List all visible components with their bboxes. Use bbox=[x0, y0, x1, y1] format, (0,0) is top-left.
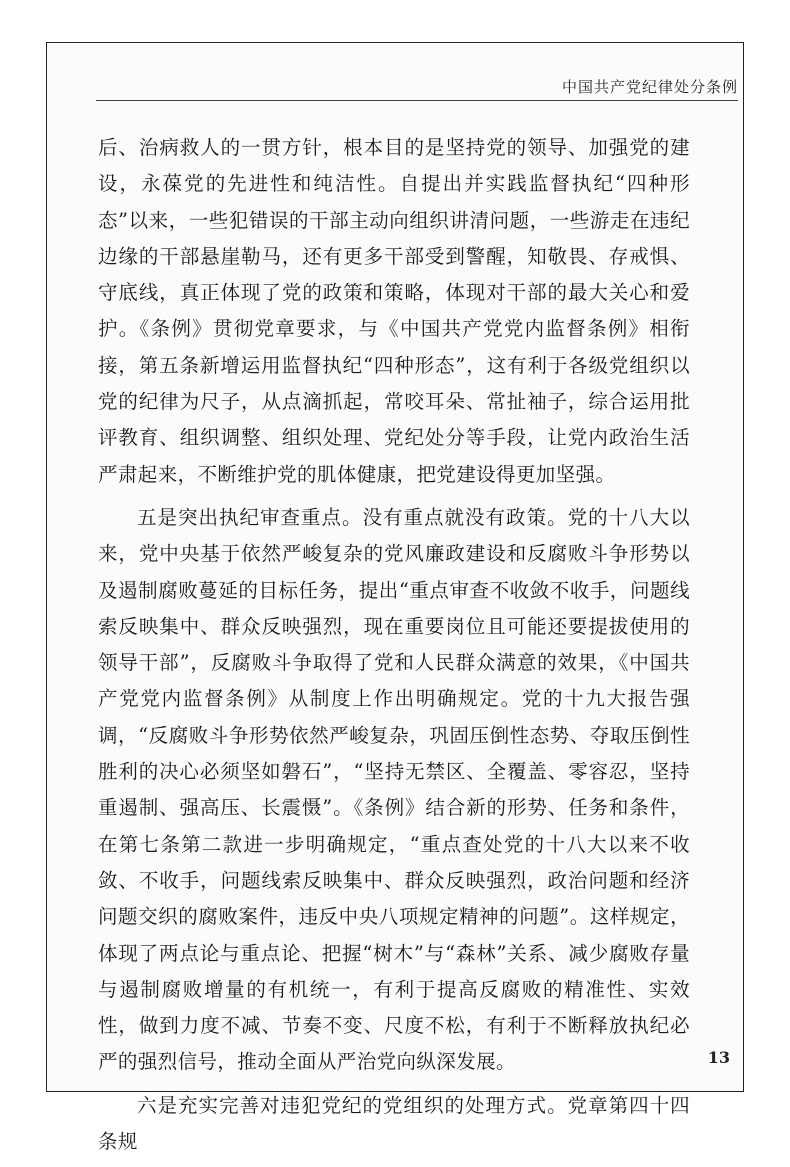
running-header-title: 中国共产党纪律处分条例 bbox=[561, 78, 738, 96]
paragraph-continued: 后、治病救人的一贯方针，根本目的是坚持党的领导、加强党的建设，永葆党的先进性和纯洁性。自提出并实践监督执纪“四种形态”以来，一些犯错误的干部主动向组织讲清问题，一些游走在违纪边缘的干部悬崖勒马，还有更多干部受到警醒，知敬畏、存戒惧、守底线，真正体现了党的政策和策略，体现对干部的最大关心和爱护。《条例》贯彻党章要求，与《中国共产党党内监督条例》相衔接，第五条新增运用监督执纪“四种形态”，这有利于各级党组织以党的纪律为尺子，从点滴抓起，常咬耳朵、常扯袖子，综合运用批评教育、组织调整、组织处理、党纪处分等手段，让党内政治生活严肃起来，不断维护党的肌体健康，把党建设得更加坚强。 bbox=[98, 136, 690, 486]
body-text bbox=[98, 130, 690, 1167]
paragraph-point-six: 六是充实完善对违犯党纪的党组织的处理方式。党章第四十四条规 bbox=[98, 1093, 690, 1154]
page-number: 13 bbox=[707, 1048, 730, 1067]
header-rule bbox=[96, 100, 738, 101]
paragraph-point-five: 五是突出执纪审查重点。没有重点就没有政策。党的十八大以来，党中央基于依然严峻复杂的党风廉政建设和反腐败斗争形势以及遏制腐败蔓延的目标任务，提出“重点审查不收敛不收手，问题线索反映集中、群众反映强烈，现在重要岗位且可能还要提拔使用的领导干部”，反腐败斗争取得了党和人民群众满意的效果，《中国共产党党内监督条例》从制度上作出明确规定。党的十九大报告强调，“反腐败斗争形势依然严峻复杂，巩固压倒性态势、夺取压倒性胜利的决心必须坚如磐石”，“坚持无禁区、全覆盖、零容忍，坚持重遏制、强高压、长震慑”。《条例》结合新的形势、任务和条件，在第七条第二款进一步明确规定，“重点查处党的十八大以来不收敛、不收手，问题线索反映集中、群众反映强烈，政治问题和经济问题交织的腐败案件，违反中央八项规定精神的问题”。这样规定，体现了两点论与重点论、把握“树木”与“森林”关系、减少腐败存量与遏制腐败增量的有机统一，有利于提高反腐败的精准性、实效性，做到力度不减、节奏不变、尺度不松，有利于不断释放执纪必严的强烈信号，推动全面从严治党向纵深发展。 bbox=[98, 505, 690, 1074]
